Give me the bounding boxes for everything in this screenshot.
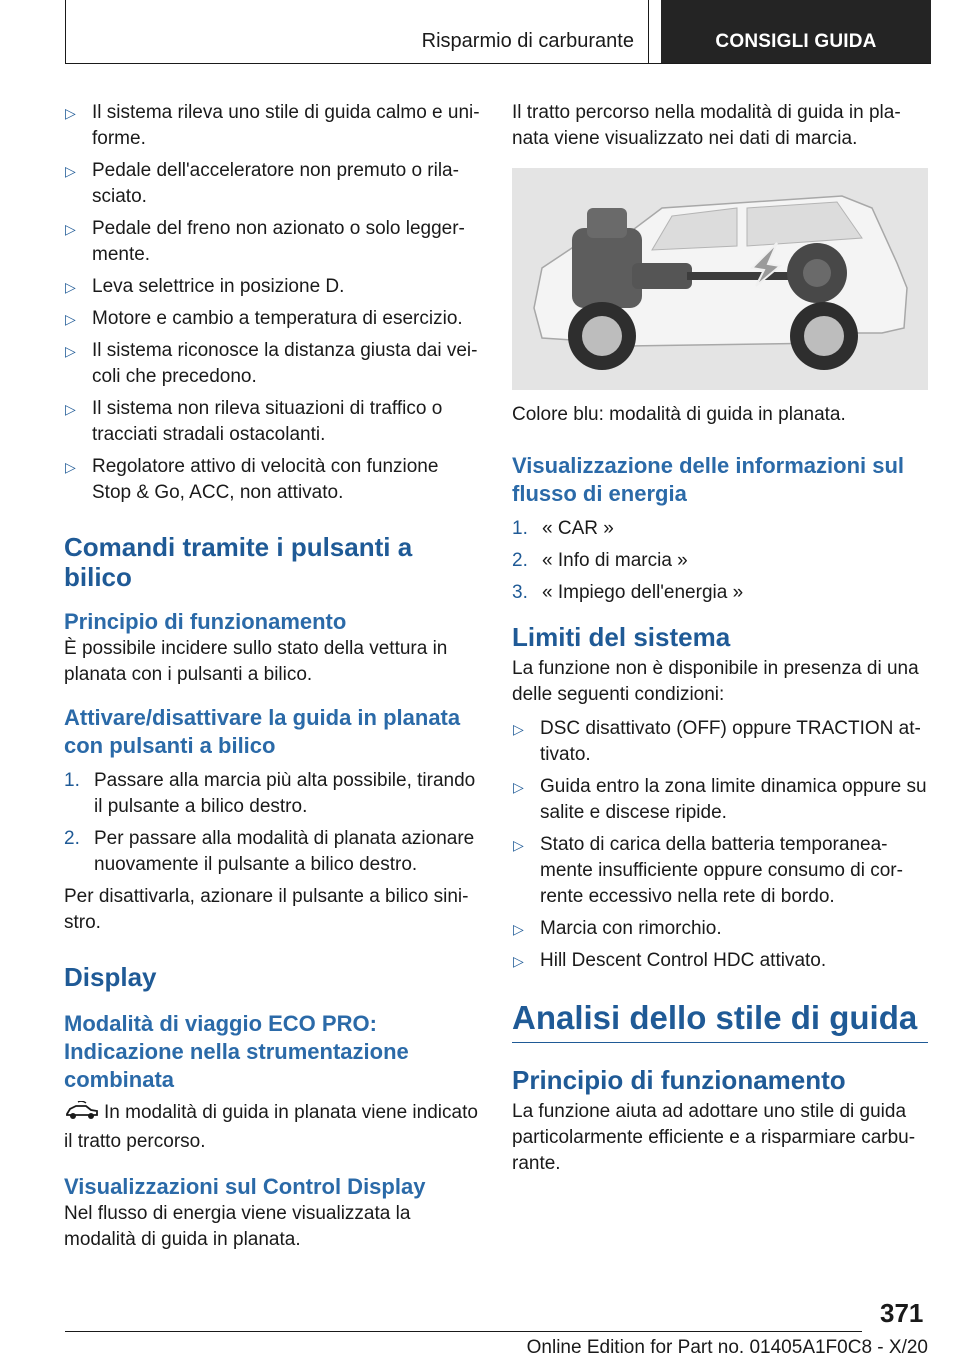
heading-limiti: Limiti del sistema [512,622,731,652]
steps-list [64,768,480,878]
triangle-bullet-icon: ▷ [513,721,524,737]
list-item: 1. Passare alla marcia più alta possibile, tirando il pulsante a bilico destro. [64,770,476,817]
list-item: ▷ Pedale del freno non azionato o solo legger-mente. [65,218,465,265]
triangle-bullet-icon: ▷ [65,279,76,295]
paragraph-tratto: Il tratto percorso nella modalità di guida in pla-nata viene visualizzato nei dati di marcia. [512,102,901,149]
limiti-list [512,716,928,974]
list-item: ▷ Pedale dell'acceleratore non premuto o rila-sciato. [65,160,459,207]
list-item: 2. « Info di marcia » [512,550,688,571]
footer-rule [65,1331,862,1332]
heading-comandi: Comandi tramite i pulsanti a bilico [64,532,413,592]
list-item: ▷ Regolatore attivo di velocità con funzione Stop & Go, ACC, non attivato. [65,456,439,503]
list-item: ▷ DSC disattivato (OFF) oppure TRACTION at-tivato. [513,718,921,765]
image-caption: Colore blu: modalità di guida in planata. [512,404,846,425]
list-item: 1. « CAR » [512,518,614,539]
triangle-bullet-icon: ▷ [65,221,76,237]
list-item: 3. « Impiego dell'energia » [512,582,744,603]
flusso-list [512,516,928,606]
header-section-title: Risparmio di carburante [421,30,634,52]
triangle-bullet-icon: ▷ [513,837,524,853]
heading-principio-2: Principio di funzionamento [512,1065,846,1095]
triangle-bullet-icon: ▷ [513,779,524,795]
header-chapter-tab: CONSIGLI GUIDA [661,0,931,64]
triangle-bullet-icon: ▷ [513,953,524,969]
heading-principio: Principio di funzionamento [64,609,347,634]
list-item: ▷ Marcia con rimorchio. [512,916,928,942]
triangle-bullet-icon: ▷ [513,921,524,937]
left-column [64,100,480,1253]
heading-attivare: Attivare/disattivare la guida in planata con pulsanti a bilico [64,705,461,758]
heading-modalita: Modalità di viaggio ECO PRO: Indicazione nella strumentazione combinata [64,1011,409,1092]
list-item: ▷ Hill Descent Control HDC attivato. [512,948,928,974]
list-item: ▷ Leva selettrice in posizione D. [64,274,480,300]
triangle-bullet-icon: ▷ [65,105,76,121]
heading-analisi: Analisi dello stile di guida [512,998,928,1043]
triangle-bullet-icon: ▷ [65,459,76,475]
list-item: 2. Per passare alla modalità di planata azionare nuovamente il pulsante a bilico destro. [64,828,475,875]
list-item: ▷ Guida entro la zona limite dinamica oppure su salite e discese ripide. [513,776,927,823]
paragraph-visualizzazioni: Nel flusso di energia viene visualizzata la modalità di guida in planata. [64,1203,411,1250]
list-item: ▷ Il sistema riconosce la distanza giusta dai vei-coli che precedono. [65,340,478,387]
triangle-bullet-icon: ▷ [65,401,76,417]
heading-flusso: Visualizzazione delle informazioni sul flusso di energia [512,453,905,506]
paragraph-principio-2: La funzione aiuta ad adottare uno stile di guida particolarmente efficiente e a risparmiare carbu-rante. [512,1101,916,1174]
paragraph-modalita: In modalità di guida in planata viene indicato il tratto percorso. [64,1102,478,1152]
triangle-bullet-icon: ▷ [65,343,76,359]
heading-visualizzazioni: Visualizzazioni sul Control Display [64,1174,426,1199]
conditions-list [64,100,480,506]
list-item: ▷ Motore e cambio a temperatura di esercizio. [64,306,480,332]
header-rule [65,63,931,64]
heading-display: Display [64,962,157,992]
paragraph-disattivare: Per disattivarla, azionare il pulsante a bilico sini-stro. [64,886,469,933]
triangle-bullet-icon: ▷ [65,163,76,179]
triangle-bullet-icon: ▷ [65,311,76,327]
coasting-car-icon [64,1101,100,1129]
right-column [512,100,928,1177]
car-drivetrain-image [512,168,928,390]
paragraph-principio: È possibile incidere sullo stato della vettura in planata con i pulsanti a bilico. [64,638,448,685]
paragraph-limiti: La funzione non è disponibile in presenza di una delle seguenti condizioni: [512,658,919,705]
list-item: ▷ Il sistema rileva uno stile di guida calmo e uni-forme. [65,102,480,149]
footer-edition: Online Edition for Part no. 01405A1F0C8 - X/20 [526,1337,928,1358]
header-divider [648,0,649,64]
list-item: ▷ Stato di carica della batteria temporanea-mente insufficiente oppure consumo di cor-rente eccessivo nella rete di bordo. [513,834,903,907]
page-number: 371 [880,1298,924,1328]
list-item: ▷ Il sistema non rileva situazioni di traffico o tracciati stradali ostacolanti. [65,398,443,445]
